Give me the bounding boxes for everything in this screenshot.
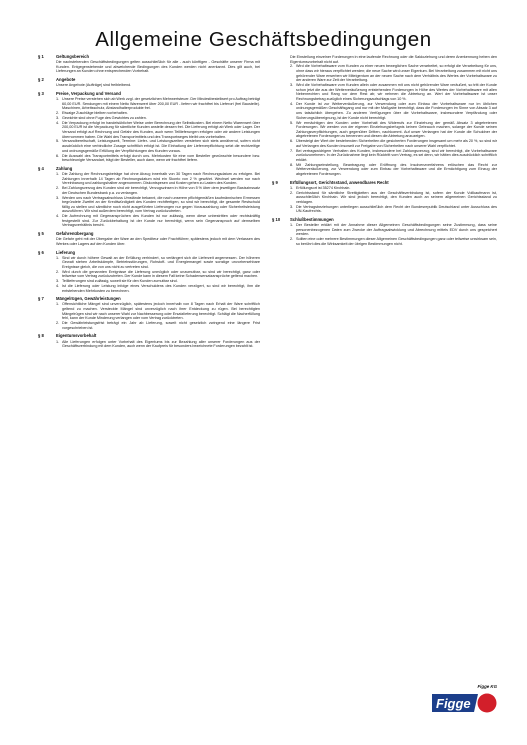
paragraph-number: 2. [290, 64, 294, 69]
paragraph-number: 3. [56, 195, 60, 200]
paragraph-number: 1. [56, 97, 60, 102]
paragraph-text: Der Kunde ist zur Weiterveräußerung, zur Verwendung oder zum Einbau der Vorbehaltsware nur im üblichen ordnungsgemäßen Geschäftsgang und nur mit der Maßgabe berechtigt, dass die Forderungen im Sinne von Absatz 3 auf uns tatsächlich übergehen. Zu anderen Verfügungen über die Vorbehaltsware, insbesondere Verpfändung oder Sicherungsübereignung, ist der Kunde nicht berechtigt. [296, 101, 497, 120]
paragraph-number: 1. [56, 255, 60, 260]
paragraph-number: 4. [56, 284, 60, 289]
paragraph-text: Der Besteller erklärt mit der Annahme dieser Allgemeinen Geschäftsbedingungen seine Zustimmung, dass seine personenbezogenen Daten zum Zwecke der Auftragsabwicklung und Abrechnung mittels EDV durch uns gespeichert werden. [296, 223, 497, 237]
paragraph [56, 121, 260, 140]
paragraph-number: 2. [290, 190, 294, 195]
paragraph [56, 60, 260, 74]
paragraph-text: Die Gewährleistungsfrist beträgt ein Jahr ab Lieferung, soweit nicht gesetzlich zwingend eine längere Frist vorgeschrieben ist. [62, 321, 260, 330]
paragraph-text: Versandbereitschaft, Leistungszeit, Termine: Liefer- und Leistungszeiten verstehen sich stets annähernd, sofern nicht ausdrücklich eine verbindliche Zusage schriftlich erfolgt ist. Die Einhaltung der Lieferverpflichtung setzt die rechtzeitige und ordnungsgemäße Erfüllung der Verpflichtungen des Kunden voraus. [62, 139, 260, 153]
paragraph-number: 6. [56, 153, 60, 158]
paragraph-text: Teillieferungen sind zulässig, soweit sie für den Kunden zumutbar sind. [62, 279, 178, 284]
section-number: § 4 [38, 165, 44, 171]
section [38, 167, 260, 228]
section [38, 55, 260, 74]
paragraph-text: Bei Zahlungsverzug des Kunden sind wir berechtigt, Verzugszinsen in Höhe von 5 % über dem jeweiligen Basiszinssatz der Deutschen Bundesbank p.a. zu verlangen. [62, 186, 260, 195]
paragraph-number: 4. [56, 214, 60, 219]
paragraph-number: 2. [56, 111, 60, 116]
section-title: Gefahrenübergang [56, 231, 94, 237]
paragraph-text: Übersteigt der Wert der bestehenden Sicherheiten die gesicherten Forderungen insgesamt um mehr als 20 %, so sind wir auf Verlangen des Kunden insoweit zur Freigabe von Sicherheiten nach unserer Wahl verpflichtet. [296, 139, 497, 148]
paragraph-text: Wird durch die genannten Ereignisse die Lieferung unmöglich oder unzumutbar, so sind wir berechtigt, ganz oder teilweise vom Vertrag zurückzutreten. Der Kunde kann in diesem Fall keine Schadensersatzansprüche geltend machen. [62, 269, 260, 279]
paragraph-text: Die Einstellung einzelner Forderungen in eine laufende Rechnung oder die Saldoziehung und deren Anerkennung heben den Eigentumsvorbehalt nicht auf. [290, 55, 497, 64]
paragraph-number: 2. [56, 186, 60, 191]
paragraph-text: Die Zahlung der Rechnungsbeträge hat ohne Abzug innerhalb von 30 Tagen nach Rechnungsdatum zu erfolgen. Bei Zahlungen innerhalb 14 Tagen ab Rechnungsdatum wird ein Skonto von 2 % gewährt. Wechsel werden nur nach Vereinbarung und zahlungshalber angenommen. Diskontspesen und Kosten gehen zu Lasten des Kunden. [62, 172, 260, 186]
logo-text: Figge [436, 696, 471, 711]
paragraph [56, 83, 260, 88]
paragraph-number: 3. [56, 115, 60, 120]
paragraph-text: Erfüllungsort ist 35274 Kirchhain. [296, 185, 351, 190]
paragraph-number: 5. [56, 139, 60, 144]
paragraph-number: 7. [290, 148, 294, 153]
paragraph [56, 302, 260, 321]
paragraph [56, 340, 260, 349]
paragraph-number: 3. [290, 204, 294, 209]
paragraph [56, 186, 260, 195]
paragraph [290, 102, 497, 121]
paragraph-text: Sollten eine oder mehrere Bestimmungen dieser Allgemeinen Geschäftsbedingungen ganz oder teilweise unwirksam sein, so berührt dies die Wirksamkeit der übrigen Bestimmungen nicht. [296, 237, 497, 246]
paragraph [56, 237, 260, 246]
section-title: Mängelrügen, Gewährleistungen [56, 296, 121, 302]
paragraph [290, 139, 497, 148]
paragraph-number: 1. [56, 172, 60, 176]
section-number: § 2 [38, 77, 44, 83]
paragraph-number: 5. [290, 120, 294, 125]
right-column [272, 55, 497, 250]
paragraph-text: Werden uns nach Vertragsabschluss Umstände bekannt, die nach unserem pflichtgemäßen kaufmännischen Ermessen begründete Zweifel an der Kreditwürdigkeit des Kunden rechtfertigen, so sind wir berechtigt, die gesamte Restschuld fällig zu stellen und sämtliche noch nicht ausgeführten Lieferungen nur gegen Vorauszahlung oder Sicherheitsleistung auszuführen. Wir sind außerdem berechtigt, vom Vertrag zurückzutreten. [62, 195, 260, 214]
paragraph [56, 270, 260, 279]
paragraph-text: Die Vertragsbeziehungen unterliegen ausschließlich dem Recht der Bundesrepublik Deutschland unter Ausschluss des UN-Kaufrechts. [296, 204, 497, 214]
section [272, 218, 497, 247]
section-number: § 5 [38, 231, 44, 237]
paragraph-number: 3. [56, 279, 60, 284]
paragraph-number: 3. [290, 83, 294, 88]
paragraph [290, 55, 497, 64]
paragraph-text: Wird die Vorbehaltsware vom Kunden zu einer neuen beweglichen Sache verarbeitet, so erfolgt die Verarbeitung für uns, ohne dass wir hieraus verpflichtet werden; die neue Sache wird unser Eigentum. Bei Verarbeitung zusammen mit nicht uns gehörender Ware erwerben wir Miteigentum an der neuen Sache nach dem Verhältnis des Wertes der Vorbehaltsware zu der anderen Ware zur Zeit der Verarbeitung. [296, 64, 497, 83]
paragraph [290, 121, 497, 140]
section-number: § 1 [38, 54, 44, 59]
figge-logo-icon [432, 692, 498, 714]
paragraph-text: Die Gefahr geht mit der Übergabe der Ware an den Spediteur oder Frachtführer, spätestens jedoch mit dem Verlassen des Werkes oder Lagers auf den Kunden über. [56, 237, 260, 246]
section-number: § 6 [38, 249, 44, 255]
section-title: Erfüllungsort, Gerichtsstand, anwendbares Recht [290, 179, 389, 185]
paragraph [56, 172, 260, 186]
section [38, 297, 260, 330]
paragraph-text: Etwaige Zuschläge bleiben vorbehalten. [62, 111, 128, 116]
paragraph-number: 4. [290, 101, 294, 106]
page-title: Allgemeine Geschäftsbedingungen [95, 28, 432, 51]
section-title: Zahlung [56, 165, 73, 171]
section [272, 181, 497, 214]
section [38, 251, 260, 294]
paragraph-number: 2. [56, 321, 60, 326]
paragraph [290, 205, 497, 214]
paragraph-number: 4. [56, 120, 60, 125]
paragraph [290, 223, 497, 237]
paragraph [290, 237, 497, 246]
section-title: Angebote [56, 77, 76, 83]
paragraph [56, 284, 260, 293]
paragraph-number: 2. [290, 237, 294, 242]
paragraph [290, 83, 497, 102]
paragraph-text: Alle Lieferungen erfolgen unter Vorbehalt des Eigentums bis zur Bezahlung aller unserer Forderungen aus der Geschäftsverbindung mit dem Kunden, auch wenn der Kaufpreis für besonders bezeichnete Forderungen bezahlt ist. [62, 339, 260, 349]
paragraph-number: 2. [56, 269, 60, 274]
section-title: Schlußbestimmungen [290, 216, 334, 222]
paragraph [290, 163, 497, 177]
section-title: Eigentumsvorbehalt [56, 333, 97, 339]
paragraph-text: Die nachstehenden Geschäftsbedingungen gelten ausschließlich für alle - auch künftigen - Geschäfte unserer Firma mit Kunden. Entgegenstehende und abweichende Bedingungen des Kunden werden nicht anerkannt. Dies gilt auch, bei Lieferungen an Kunden ohne entsprechenden Vorbehalt. [56, 60, 260, 74]
paragraph-number: 1. [56, 339, 60, 344]
section-number: § 8 [38, 333, 44, 339]
paragraph-number: 8. [290, 162, 294, 167]
paragraph [56, 321, 260, 330]
paragraph-text: Wir ermächtigen den Kunden unter Vorbehalt des Widerrufs zur Einziehung der gemäß Absatz 3 abgetretenen Forderungen. Wir werden von der eigenen Einziehungsbefugnis keinen Gebrauch machen, solange der Kunde seinen Zahlungsverpflichtungen, auch gegenüber Dritten, nachkommt. Auf unser Verlangen hat der Kunde die Schuldner der abgetretenen Forderungen zu benennen und diesen die Abtretung anzuzeigen. [296, 120, 497, 139]
section-number: § 3 [38, 90, 44, 96]
paragraph-number: 1. [56, 302, 60, 307]
paragraph-text: Unsere Preise verstehen sich ab Werk zzgl. der gesetzlichen Mehrwertsteuer. Der Mindestbestellwert pro Auftrag beträgt 60,00 EUR. Sendungen mit einem Netto Warenwert über 200,00 EUR - liefern wir frachtfrei bis Lieferort (frei Baustelle). Maschinen, Arbeitsschutz, Abstandhalterprodukte frei. [62, 97, 260, 111]
paragraph [290, 149, 497, 163]
paragraph-text: Die Auswahl des Transportmittels erfolgt durch uns. Mehrkosten für eine vom Besteller gewünschte besondere bzw. beschleunigte Versandart, trägt der Besteller, auch dann, wenn wir frachtfrei liefern. [62, 153, 260, 163]
section-title: Lieferung [56, 249, 76, 255]
paragraph [290, 191, 497, 205]
section-number: § 10 [272, 216, 281, 222]
section [272, 55, 497, 177]
paragraph-number: 6. [290, 139, 294, 144]
company-name: Figge KG [477, 684, 497, 689]
paragraph [56, 97, 260, 111]
paragraph-number: 1. [290, 223, 294, 228]
paragraph-text: Mit Zahlungseinstellung, Beantragung oder Eröffnung des Insolvenzverfahrens erlöschen das Recht zur Weiterveräußerung, zur Verwendung oder zum Einbau der Vorbehaltsware und die Ermächtigung zum Einzug der abgetretenen Forderungen. [296, 162, 497, 176]
left-column [38, 55, 260, 353]
paragraph [56, 139, 260, 153]
paragraph-text: Unsere Angebote (Aufträge) sind freibleibend. [56, 83, 132, 88]
section [38, 334, 260, 348]
paragraph-number: 1. [290, 185, 294, 190]
section-number: § 9 [272, 179, 278, 185]
paragraph-text: Offensichtliche Mängel sind unverzüglich, spätestens jedoch innerhalb von 8 Tagen nach Erhalt der Ware schriftlich geltend zu machen. Versteckte Mängel sind unverzüglich nach ihrer Entdeckung zu rügen. Bei berechtigten Mängelrügen sind wir nach unserer Wahl zur Nachbesserung oder Ersatzlieferung berechtigt. Schlägt die Nacherfüllung fehl, kann der Kunde Minderung verlangen oder vom Vertrag zurücktreten. [62, 302, 260, 321]
paragraph [56, 214, 260, 228]
paragraph [290, 64, 497, 83]
paragraph-text: Die Aufrechnung mit Gegenansprüchen des Kunden ist nur zulässig, wenn diese unbestritten oder rechtskräftig festgestellt sind. Zur Zurückbehaltung ist der Kunde nur berechtigt, wenn sein Gegenanspruch auf demselben Vertragsverhältnis beruht. [62, 214, 260, 228]
section [38, 232, 260, 246]
section [38, 78, 260, 88]
footer [477, 684, 497, 690]
section-number: § 7 [38, 296, 44, 302]
paragraph-text: Die Verpackung erfolgt im handelsüblicher Weise unter Berechnung der Selbstkosten. Bei einem Netto Warenwert über 200,00 EUR ist die Verpackung für sämtliche Kunden anstelle dessen frei. Die Lieferung erfolgt ab Werk oder Lager. Der Versand erfolgt auf Rechnung und Gefahr des Kunden, auch wenn Teillieferungen erfolgen oder wir andere Leistungen übernommen haben. Die Wahl des Transportmittels und des Transportweges bleibt uns vorbehalten. [62, 120, 260, 139]
paragraph-text: Wird die Vorbehaltsware vom Kunden allein oder zusammen mit uns nicht gehörender Ware veräußert, so tritt der Kunde schon jetzt die aus der Weiterveräußerung entstehenden Forderungen in Höhe des Wertes der Vorbehaltsware mit allen Nebenrechten und Rang vor dem Rest ab; wir nehmen die Abtretung an. Wert der Vorbehaltsware ist unser Rechnungsbetrag zuzüglich eines Sicherungsaufschlags von 10 %. [296, 83, 497, 101]
paragraph-text: Bei vertragswidrigem Verhalten des Kunden, insbesondere bei Zahlungsverzug, sind wir berechtigt, die Vorbehaltsware zurückzunehmen. In der Zurücknahme liegt kein Rücktritt vom Vertrag, es sei denn, wir hätten dies ausdrücklich schriftlich erklärt. [296, 148, 497, 162]
section-title: Preise, Verpackung und Versand [56, 90, 121, 96]
paragraph-text: Ist die Lieferung oder Leistung infolge eines Verschuldens des Kunden verzögert, so sind wir berechtigt, ihm die entstehenden Mehrkosten zu berechnen. [62, 284, 260, 293]
paragraph-text: Gewichte sind ohne Fuge des Gewichtes zu zahlen. [62, 115, 147, 120]
paragraph-text: Gerichtsstand für sämtliche Streitigkeiten aus der Geschäftsverbindung ist, sofern der Kunde Vollkaufmann ist, ausschließlich Kirchhain. Wir sind jedoch berechtigt, den Kunden auch an seinem allgemeinen Gerichtsstand zu verklagen. [296, 190, 497, 204]
section-title: Geltungsbereich [56, 54, 90, 59]
paragraph-text: Sind wir durch höhere Gewalt an der Erfüllung verhindert, so verlängert sich die Lieferzeit angemessen. Der höheren Gewalt stehen Arbeitskämpfe, Betriebsstörungen, Rohstoff- und Energiemangel sowie sonstige unvorhersehbare Ereignisse gleich, die von uns nicht zu vertreten sind. [62, 255, 260, 269]
paragraph [56, 196, 260, 215]
paragraph [56, 256, 260, 270]
paragraph [56, 154, 260, 163]
section [38, 92, 260, 163]
